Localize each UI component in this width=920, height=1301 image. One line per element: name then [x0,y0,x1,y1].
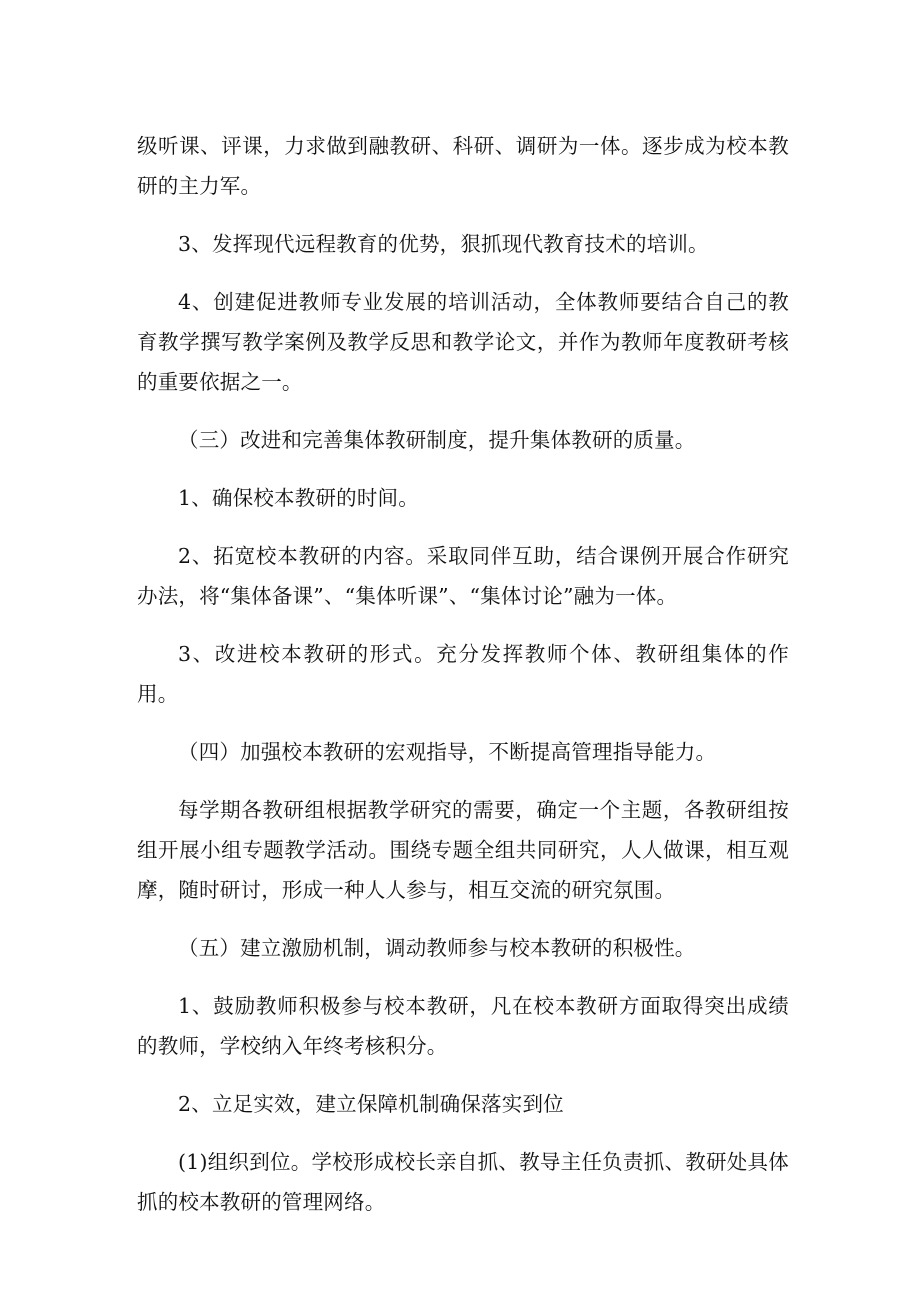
section-heading-5: （五）建立激励机制，调动教师参与校本教研的积极性。 [178,936,696,960]
paragraph-continuation: 级听课、评课，力求做到融教研、科研、调研为一体。逐步成为校本教研的主力军。 [137,134,789,198]
paragraph-item-1b: 1、鼓励教师积极参与校本教研，凡在校本教研方面取得突出成绩的教师，学校纳入年终考核积分。 [137,994,789,1058]
paragraph-body: 每学期各教研组根据教学研究的需要，确定一个主题，各教研组按组开展小组专题教学活动。围绕专题全组共同研究，人人做课，相互观摩，随时研讨，形成一种人人参与，相互交流的研究氛围。 [137,798,789,902]
paragraph-item-3b: 3、改进校本教研的形式。充分发挥教师个体、教研组集体的作用。 [137,642,789,706]
section-heading-3: （三）改进和完善集体教研制度，提升集体教研的质量。 [178,428,696,452]
paragraph-subitem-1: (1)组织到位。学校形成校长亲自抓、教导主任负责抓、教研处具体抓的校本教研的管理网络。 [137,1150,789,1214]
paragraph-item-2: 2、拓宽校本教研的内容。采取同伴互助，结合课例开展合作研究办法，将“集体备课”、“集体听课”、“集体讨论”融为一体。 [137,544,789,608]
paragraph-item-1: 1、确保校本教研的时间。 [178,486,419,510]
paragraph-item-4: 4、创建促进教师专业发展的培训活动，全体教师要结合自己的教育教学撰写教学案例及教学反思和教学论文，并作为教师年度教研考核的重要依据之一。 [137,290,789,394]
document-body [137,126,789,1222]
paragraph-item-2b: 2、立足实效，建立保障机制确保落实到位 [178,1092,564,1116]
section-heading-4: （四）加强校本教研的宏观指导，不断提高管理指导能力。 [178,740,717,764]
paragraph-item-3: 3、发挥现代远程教育的优势，狠抓现代教育技术的培训。 [178,232,709,256]
